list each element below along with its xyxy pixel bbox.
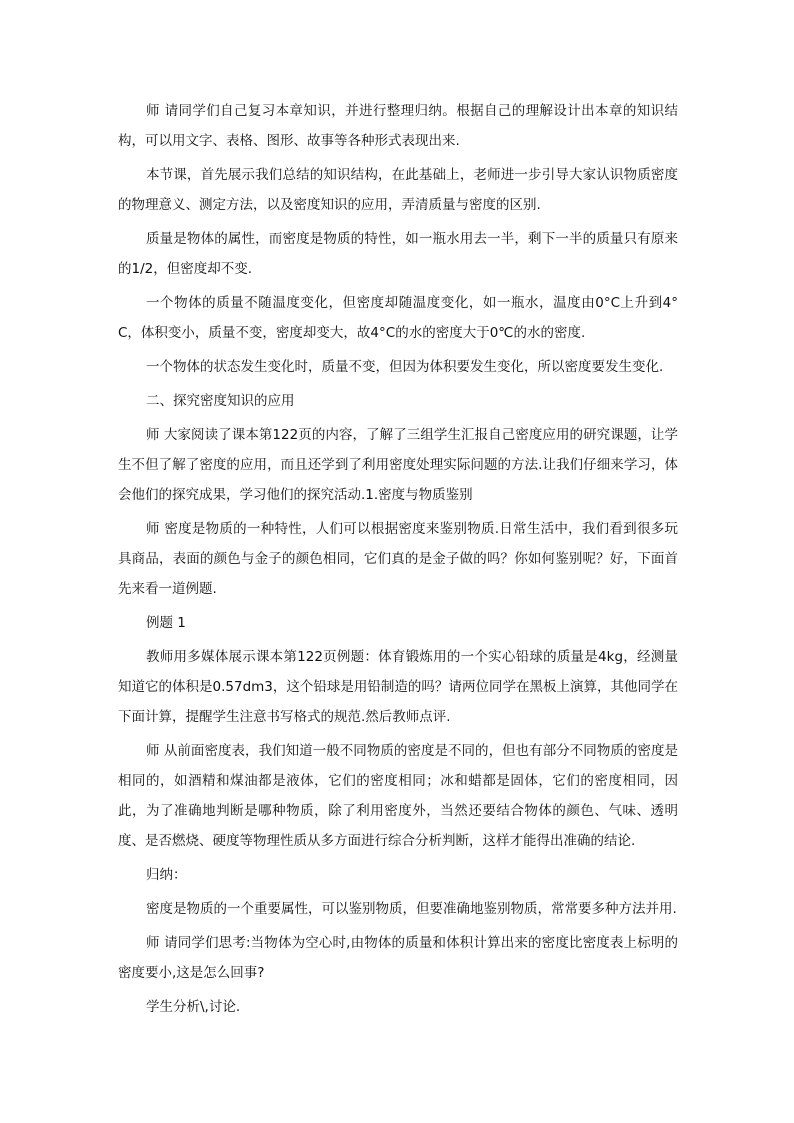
paragraph: 教师用多媒体展示课本第122页例题：体育锻炼用的一个实心铅球的质量是4kg，经测量知道它的体积是0.57dm3，这个铅球是用铅制造的吗？请两位同学在黑板上演算，其他同学在下面计算，提醒学生注意书写格式的规范.然后教师点评. xyxy=(118,649,678,725)
document-body xyxy=(118,96,678,1026)
paragraph: 本节课，首先展示我们总结的知识结构，在此基础上，老师进一步引导大家认识物质密度的物理意义、测定方法，以及密度知识的应用，弄清质量与密度的区别. xyxy=(118,167,678,213)
paragraph: 密度是物质的一个重要属性，可以鉴别物质，但要准确地鉴别物质，常常要多种方法并用. xyxy=(146,901,677,917)
paragraph: 一个物体的质量不随温度变化，但密度却随温度变化，如一瓶水，温度由0°C上升到4°C，体积变小，质量不变，密度却变大，故4°C的水的密度大于0℃的水的密度. xyxy=(118,295,678,341)
summary-label: 归纳： xyxy=(146,867,187,883)
paragraph: 师 请同学们自己复习本章知识，并进行整理归纳。根据自己的理解设计出本章的知识结构，可以用文字、表格、图形、故事等各种形式表现出来. xyxy=(118,103,678,149)
paragraph: 师 密度是物质的一种特性，人们可以根据密度来鉴别物质.日常生活中，我们看到很多玩具商品，表面的颜色与金子的颜色相同，它们真的是金子做的吗？你如何鉴别呢？好，下面首先来看一道例题. xyxy=(118,521,678,597)
example-label: 例题 1 xyxy=(146,615,186,631)
paragraph: 师 大家阅读了课本第122页的内容，了解了三组学生汇报自己密度应用的研究课题，让学生不但了解了密度的应用，而且还学到了利用密度处理实际问题的方法.让我们仔细来学习，体会他们的探究成果，学习他们的探究活动.1.密度与物质鉴别 xyxy=(118,427,678,503)
paragraph: 质量是物体的属性，而密度是物质的特性，如一瓶水用去一半，剩下一半的质量只有原来的1/2，但密度却不变. xyxy=(118,231,678,277)
section-heading: 二、探究密度知识的应用 xyxy=(146,393,295,409)
paragraph: 师 从前面密度表，我们知道一般不同物质的密度是不同的，但也有部分不同物质的密度是相同的，如酒精和煤油都是液体，它们的密度相同；冰和蜡都是固体，它们的密度相同，因此，为了准确地判断是哪种物质，除了利用密度外，当然还要结合物体的颜色、气味、透明度、是否燃烧、硬度等物理性质从多方面进行综合分析判断，这样才能得出准确的结论. xyxy=(118,743,678,849)
paragraph: 师 请同学们思考:当物体为空心时,由物体的质量和体积计算出来的密度比密度表上标明的密度要小,这是怎么回事? xyxy=(118,935,678,981)
paragraph: 一个物体的状态发生变化时，质量不变，但因为体积要发生变化，所以密度要发生变化. xyxy=(146,359,664,375)
paragraph: 学生分析\,讨论. xyxy=(146,999,241,1015)
